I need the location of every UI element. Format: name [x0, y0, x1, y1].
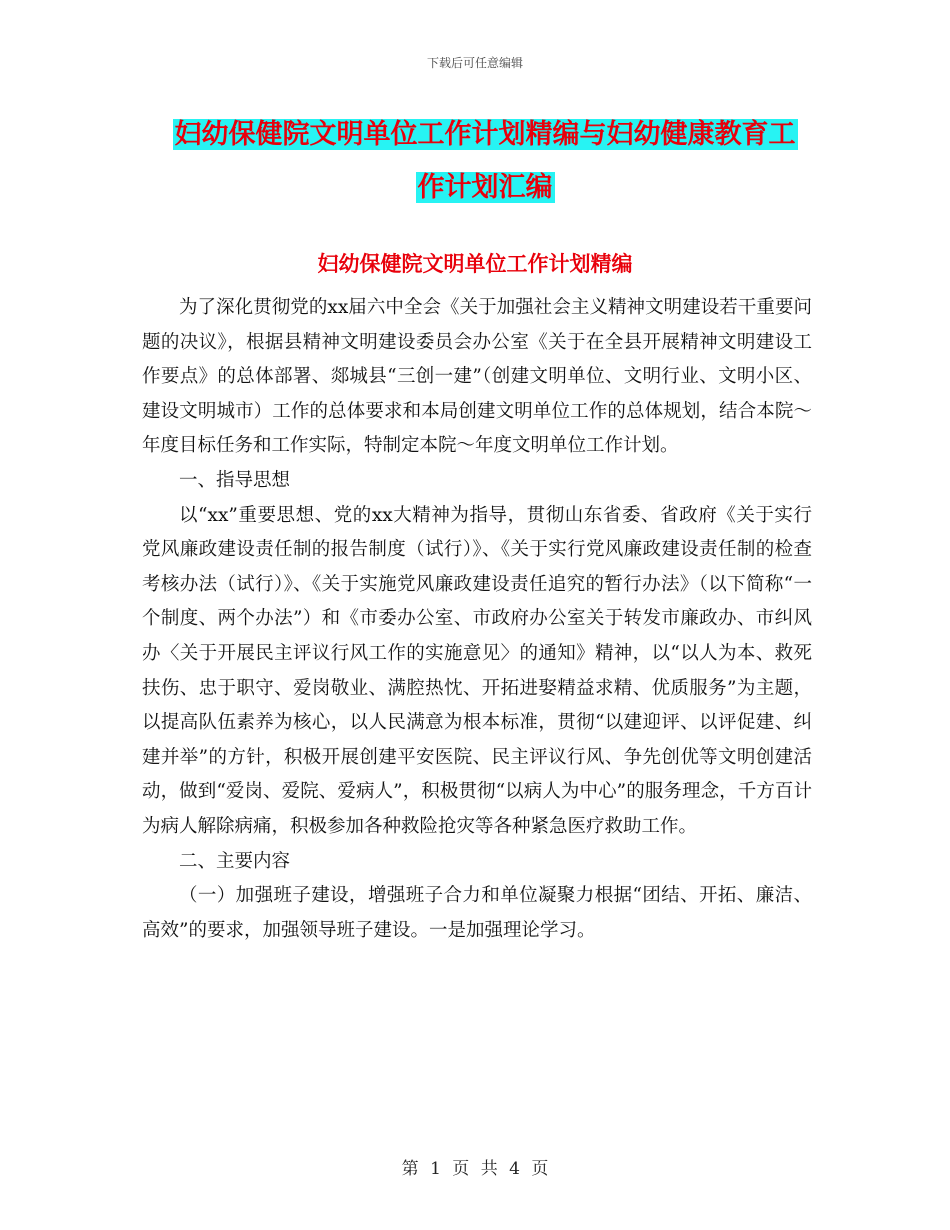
- document-title: [140, 108, 830, 214]
- document-title-line-2: 作计划汇编: [417, 172, 553, 203]
- document-title-line-1: 妇幼保健院文明单位工作计划精编与妇幼健康教育工: [174, 119, 796, 150]
- header-note: 下载后可任意编辑: [426, 56, 523, 70]
- paragraph-guiding-ideology: 以“xx”重要思想、党的xx大精神为指导，贯彻山东省委、省政府《关于实行党风廉政建设责任制的报告制度（试行）》、《关于实行党风廉政建设责任制的检查考核办法（试行）》、《关于实施党风廉政建设责任追究的暂行办法》（以下简称“一个制度、两个办法”）和《市委办公室、市政府办公室关于转发市廉政办、市纠风办〈关于开展民主评议行风工作的实施意见〉的通知》精神，以“以人为本、救死扶伤、忠于职守、爱岗敬业、满腔热忱、开拓进娶精益求精、优质服务”为主题，以提高队伍素养为核心，以人民满意为根本标准，贯彻“以建迎评、以评促建、纠建并举”的方针，积极开展创建平安医院、民主评议行风、争先创优等文明创建活动，做到“爱岗、爱院、爱病人”，积极贯彻“以病人为中心”的服务理念，千方百计为病人解除病痛，积极参加各种救险抢灾等各种紧急医疗救助工作。: [142, 504, 812, 837]
- heading-guiding-ideology: 一、指导思想: [179, 469, 291, 491]
- section-title: 妇幼保健院文明单位工作计划精编: [317, 252, 633, 276]
- paragraph-main-content-1: （一）加强班子建设，增强班子合力和单位凝聚力根据“团结、开拓、廉洁、高效”的要求，加强领导班子建设。一是加强理论学习。: [142, 885, 812, 941]
- paragraph-intro: 为了深化贯彻党的xx届六中全会《关于加强社会主义精神文明建设若干重要问题的决议》，根据县精神文明建设委员会办公室《关于在全县开展精神文明建设工作要点》的总体部署、郯城县“三创一建”（创建文明单位、文明行业、文明小区、建设文明城市）工作的总体要求和本局创建文明单位工作的总体规划，结合本院～年度目标任务和工作实际，特制定本院～年度文明单位工作计划。: [142, 297, 812, 457]
- document-body: [142, 291, 812, 948]
- heading-main-content: 二、主要内容: [179, 850, 291, 872]
- page-footer: 第 1 页 共 4 页: [401, 1159, 549, 1179]
